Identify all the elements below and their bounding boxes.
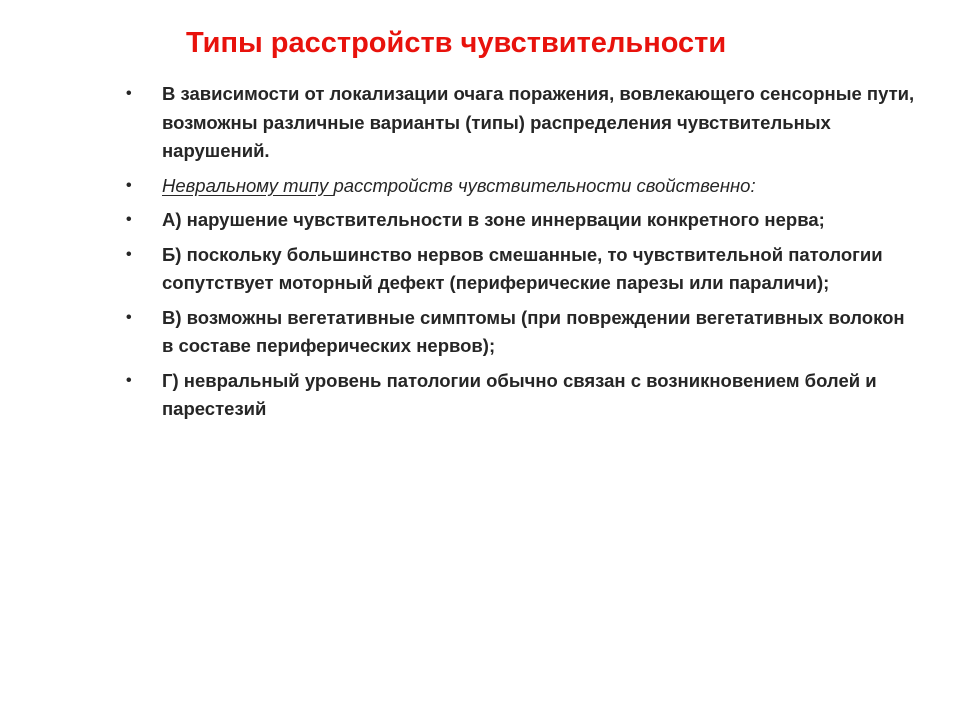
bullet-item <box>126 241 916 298</box>
bullet-marker-icon: • <box>126 245 132 263</box>
bullet-text: Б) поскольку большинство нервов смешанные, то чувствительной патологии сопутствует моторный дефект (периферические парезы или параличи); <box>162 243 883 293</box>
bullet-text: А) нарушение чувствительности в зоне иннервации конкретного нерва; <box>162 209 825 230</box>
bullet-item <box>126 172 916 201</box>
bullet-text-rest: расстройств чувствительности свойственно: <box>333 174 756 196</box>
bullet-text: В зависимости от локализации очага поражения, вовлекающего сенсорные пути, возможны различные варианты (типы) распределения чувствительных нарушений. <box>162 83 915 161</box>
bullet-marker-icon: • <box>126 85 132 102</box>
bullet-marker-icon: • <box>126 371 132 389</box>
bullet-marker-icon: • <box>126 176 132 194</box>
bullet-item <box>126 367 916 424</box>
bullet-marker-icon: • <box>126 308 132 326</box>
bullet-item <box>126 80 916 166</box>
bullet-item <box>126 206 916 235</box>
bullet-text: Г) невральный уровень патологии обычно связан с возникновением болей и парестезий <box>162 369 877 419</box>
underlined-term: Невральному типу <box>162 174 334 196</box>
bullet-text: В) возможны вегетативные симптомы (при повреждении вегетативных волокон в составе периферических нервов); <box>162 306 905 356</box>
bullet-item <box>126 304 916 361</box>
bullet-marker-icon: • <box>126 211 132 228</box>
bullet-text <box>162 175 756 196</box>
bullet-list <box>126 80 916 430</box>
slide-title: Типы расстройств чувствительности <box>186 27 727 59</box>
